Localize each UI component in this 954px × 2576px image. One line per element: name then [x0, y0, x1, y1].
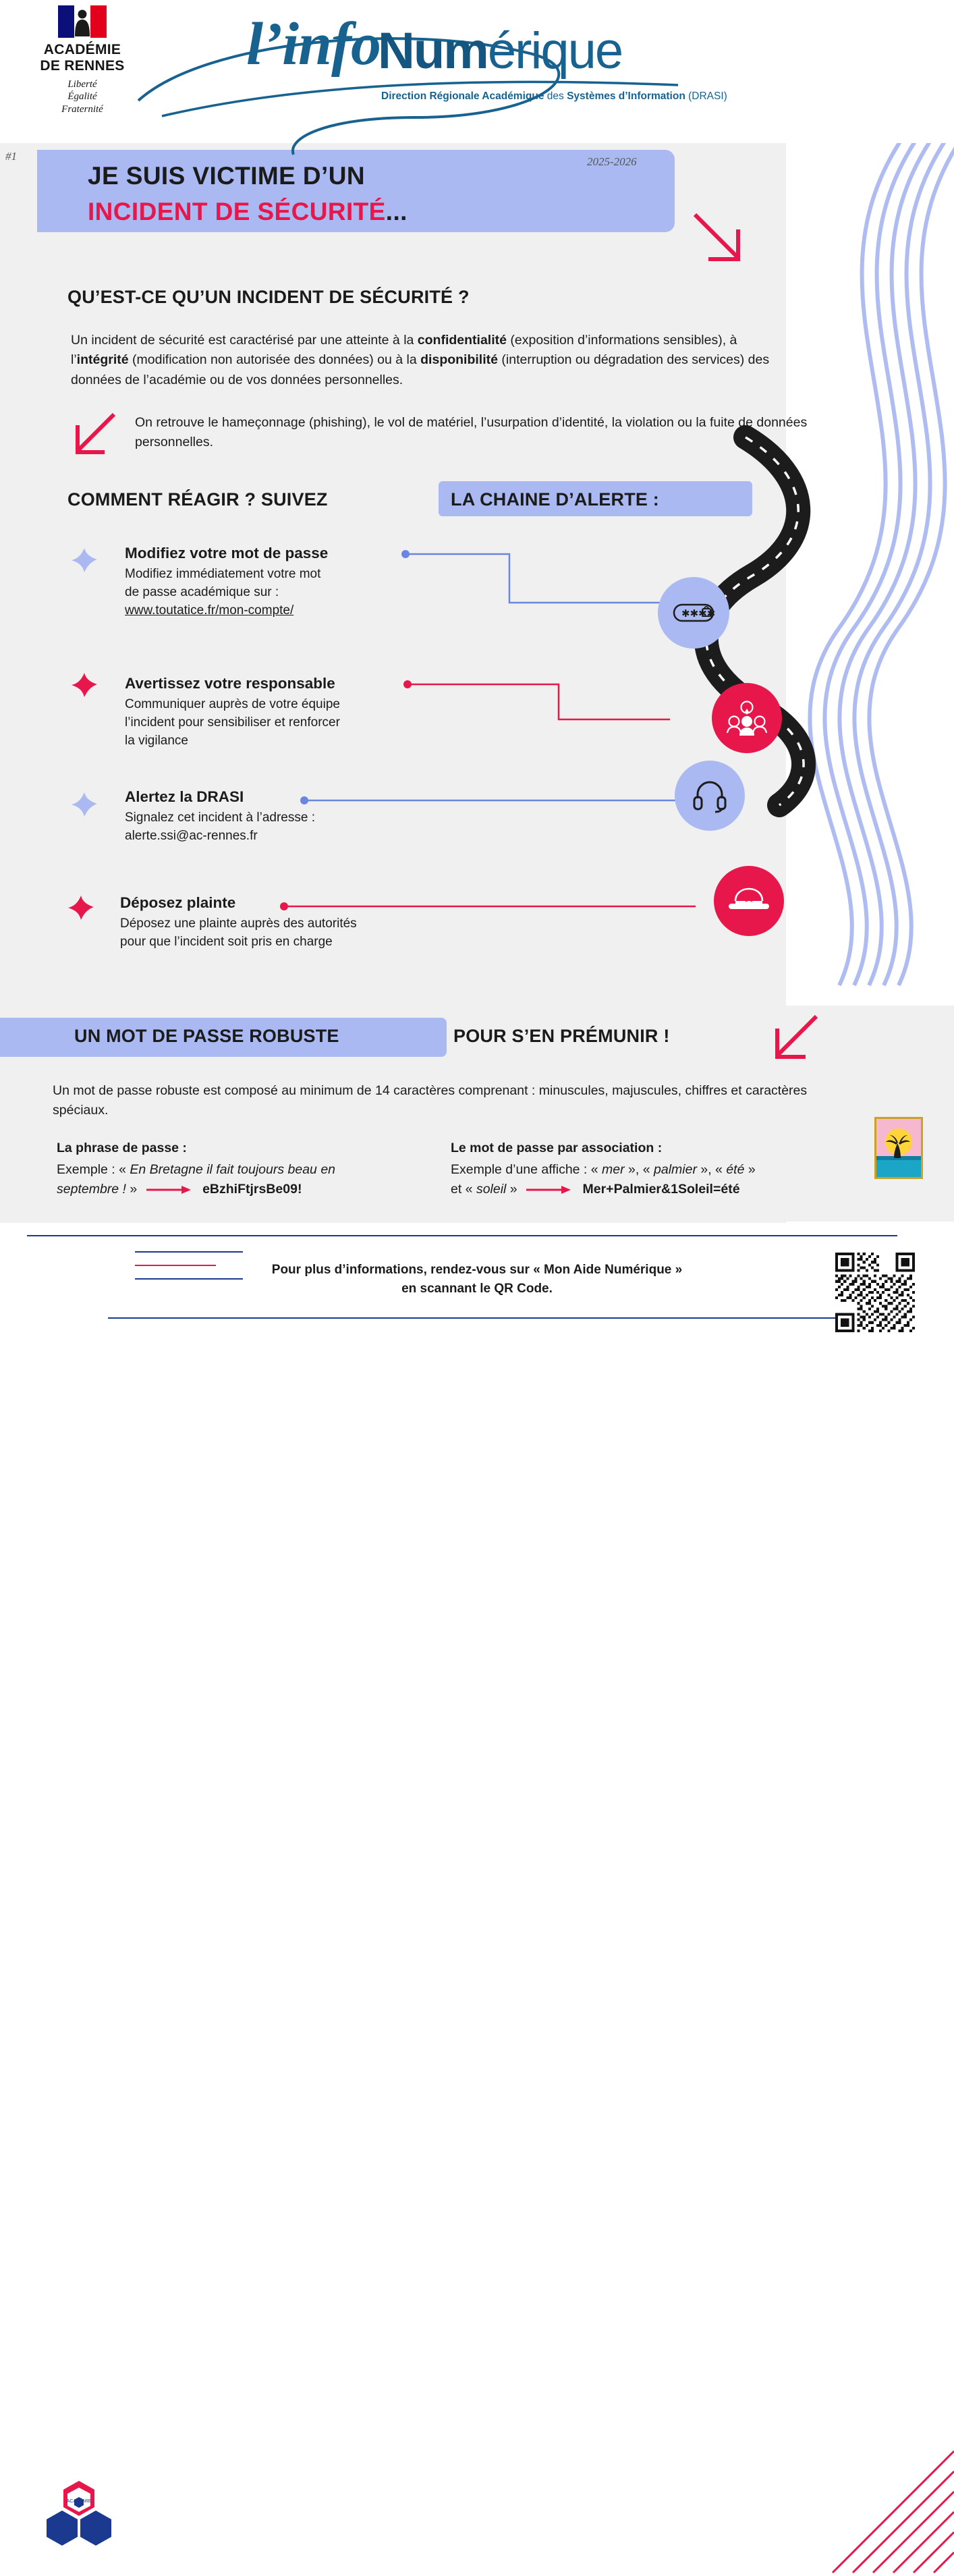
- assoc-line2-suffix: »: [506, 1182, 517, 1197]
- connector-1: [401, 550, 665, 611]
- masthead-subtitle: [381, 90, 727, 103]
- subtitle-d: (DRASI): [685, 90, 727, 102]
- footer-text: [0, 1261, 954, 1298]
- school-year: 2025-2026: [587, 155, 637, 168]
- connector-3: [300, 795, 678, 806]
- issue-number: #1: [5, 150, 17, 163]
- star-bullet-icon-3: [71, 791, 98, 818]
- def-bold-confidentialite: confidentialité: [417, 333, 507, 348]
- footer-rule-top: [27, 1235, 897, 1236]
- qr-code[interactable]: [835, 1253, 915, 1332]
- def-bold-disponibilite: disponibilité: [420, 352, 498, 368]
- subtitle-a: Direction Régionale Académique: [381, 90, 544, 102]
- arrow-down-right-icon: [690, 209, 750, 270]
- motto-liberte: Liberté: [67, 79, 97, 90]
- passphrase-example-italic1: En Bretagne il fait toujours beau en: [130, 1162, 336, 1177]
- password-heading-plain: POUR S’EN PRÉMUNIR !: [453, 1026, 670, 1046]
- arrow-right-icon-2: [526, 1185, 573, 1195]
- react-heading-plain: COMMENT RÉAGIR ? SUIVEZ: [67, 489, 328, 510]
- password-field-icon: [673, 601, 714, 624]
- star-bullet-icon-1: [71, 547, 98, 574]
- passphrase-result: eBzhiFtjrsBe09!: [202, 1182, 302, 1197]
- logo-linfo: l’info: [246, 11, 381, 78]
- step-1: [125, 545, 449, 620]
- step-1-text: [125, 566, 449, 620]
- step-1-line1: Modifiez immédiatement votre mot: [125, 567, 321, 581]
- logo-numerique: [378, 22, 622, 80]
- node-team-icon: [712, 683, 782, 753]
- passphrase-block: [57, 1141, 461, 1200]
- connector-4: [280, 901, 698, 912]
- connector-2: [403, 680, 673, 728]
- step-2: [125, 675, 449, 750]
- assoc-sep-2: », «: [696, 1162, 727, 1177]
- step-1-line2: de passe académique sur :: [125, 584, 279, 599]
- definition-callout: On retrouve le hameçonnage (phishing), le vol de matériel, l’usurpation d’identité, la violation ou la fuite de données personnelles.: [135, 415, 808, 450]
- headset-icon: [692, 778, 727, 813]
- subtitle-b: des: [544, 90, 567, 102]
- passphrase-title-colon: :: [179, 1141, 187, 1155]
- arrow-down-left-icon-2: [769, 1011, 823, 1065]
- logo-num-bold: Num: [378, 22, 488, 80]
- title-ellipsis: ...: [385, 198, 408, 225]
- passphrase-title-text: La phrase de passe: [57, 1141, 179, 1155]
- assoc-sep-1: », «: [624, 1162, 654, 1177]
- step-1-title: Modifiez votre mot de passe: [125, 545, 329, 561]
- step-3-title: Alertez la DRASI: [125, 788, 244, 805]
- passphrase-title: [57, 1141, 461, 1156]
- footer-bar: [0, 1223, 954, 2504]
- def-part-d: (interruption ou dégradation des services) des données de l’académie ou de vos données personnelles.: [71, 352, 770, 387]
- passphrase-example-label: Exemple : «: [57, 1162, 130, 1177]
- title-line2-text: INCIDENT DE SÉCURITÉ: [88, 198, 386, 225]
- association-title-colon: :: [654, 1141, 663, 1155]
- team-icon: [727, 699, 766, 737]
- french-flag-icon: [58, 5, 107, 38]
- masthead-logo: [165, 3, 907, 138]
- step-3-line1: Signalez cet incident à l’adresse :: [125, 811, 315, 825]
- footer-line-1: [135, 1251, 243, 1253]
- poster-title-line1: JE SUIS VICTIME D’UN: [88, 162, 365, 190]
- footer-line1: Pour plus d’informations, rendez-vous sur « Mon Aide Numérique »: [271, 1263, 683, 1277]
- arrow-down-left-icon: [71, 410, 119, 459]
- svg-text:✱✱✱✱: ✱✱✱✱: [681, 608, 716, 620]
- star-bullet-icon-4: [67, 894, 94, 921]
- svg-text:ACADÉMIE: ACADÉMIE: [66, 2499, 92, 2504]
- association-result: Mer+Palmier&1Soleil=été: [582, 1182, 740, 1197]
- academy-name-line1: ACADÉMIE: [43, 42, 121, 57]
- association-block: [451, 1141, 869, 1200]
- arrow-right-icon-1: [146, 1185, 194, 1195]
- node-headset-icon: [675, 761, 745, 831]
- password-heading-chip-text: UN MOT DE PASSE ROBUSTE: [74, 1026, 339, 1046]
- association-title-text: Le mot de passe par association: [451, 1141, 654, 1155]
- definition-paragraph: [71, 331, 783, 390]
- passphrase-example: [57, 1160, 461, 1200]
- passphrase-example-italic2: septembre !: [57, 1182, 126, 1197]
- star-bullet-icon-2: [71, 672, 98, 698]
- step-2-text: [125, 696, 449, 750]
- node-police-icon: [714, 866, 784, 936]
- password-intro: Un mot de passe robuste est composé au minimum de 14 caractères comprenant : minuscules, majuscules, chiffres et caractères spéciaux.: [53, 1083, 808, 1118]
- step-3-text: [125, 809, 449, 846]
- assoc-word-1: mer: [602, 1162, 625, 1177]
- step-2-line1: Communiquer auprès de votre équipe: [125, 697, 340, 711]
- academy-hex-logo: [42, 2477, 116, 2551]
- assoc-line2-prefix: et «: [451, 1182, 476, 1197]
- assoc-label: Exemple d’une affiche : «: [451, 1162, 602, 1177]
- assoc-word-3: été: [726, 1162, 745, 1177]
- page-header: [0, 0, 954, 143]
- poster-title-line2: [88, 198, 408, 226]
- footer-line2: en scannant le QR Code.: [401, 1281, 553, 1296]
- step-4-line2: pour que l’incident soit pris en charge: [120, 934, 333, 949]
- association-title: [451, 1141, 869, 1156]
- subtitle-c: Systèmes d’Information: [567, 90, 685, 102]
- def-part-b: (exposition d’informations sensibles), à l’: [71, 333, 737, 368]
- step-4-text: [120, 915, 457, 952]
- footer-rule-bottom: [108, 1317, 850, 1319]
- step-2-line3: la vigilance: [125, 733, 188, 748]
- step-2-title: Avertissez votre responsable: [125, 675, 335, 692]
- node-password-icon: [658, 577, 729, 649]
- def-part-a: Un incident de sécurité est caractérisé par une atteinte à la: [71, 333, 418, 348]
- step-4-title: Déposez plainte: [120, 894, 236, 911]
- assoc-word-2: palmier: [654, 1162, 697, 1177]
- footer-stripes-decoration: [792, 2446, 954, 2573]
- logo-num-rest: érique: [487, 22, 623, 80]
- step-3-line2[interactable]: alerte.ssi@ac-rennes.fr: [125, 828, 258, 843]
- step-4-line1: Déposez une plainte auprès des autorités: [120, 916, 357, 931]
- chain-heading-text: LA CHAINE D’ALERTE :: [451, 489, 659, 510]
- assoc-sep-3: »: [744, 1162, 756, 1177]
- motto-egalite: Égalité: [67, 91, 97, 103]
- association-example: [451, 1160, 869, 1200]
- poster-thumbnail-image: [874, 1117, 923, 1179]
- definition-heading: QU’EST-CE QU’UN INCIDENT DE SÉCURITÉ ?: [67, 287, 470, 307]
- step-1-link[interactable]: www.toutatice.fr/mon-compte/: [125, 603, 294, 618]
- academy-name-line2: DE RENNES: [40, 57, 125, 74]
- assoc-word-4: soleil: [476, 1182, 507, 1197]
- def-part-c: (modification non autorisée des données) ou à la: [128, 352, 421, 368]
- passphrase-example-close: »: [125, 1182, 138, 1197]
- step-2-line2: l’incident pour sensibiliser et renforcer: [125, 715, 340, 730]
- motto-fraternite: Fraternité: [61, 103, 103, 115]
- def-bold-integrite: intégrité: [76, 352, 129, 368]
- police-cap-icon: [729, 886, 769, 916]
